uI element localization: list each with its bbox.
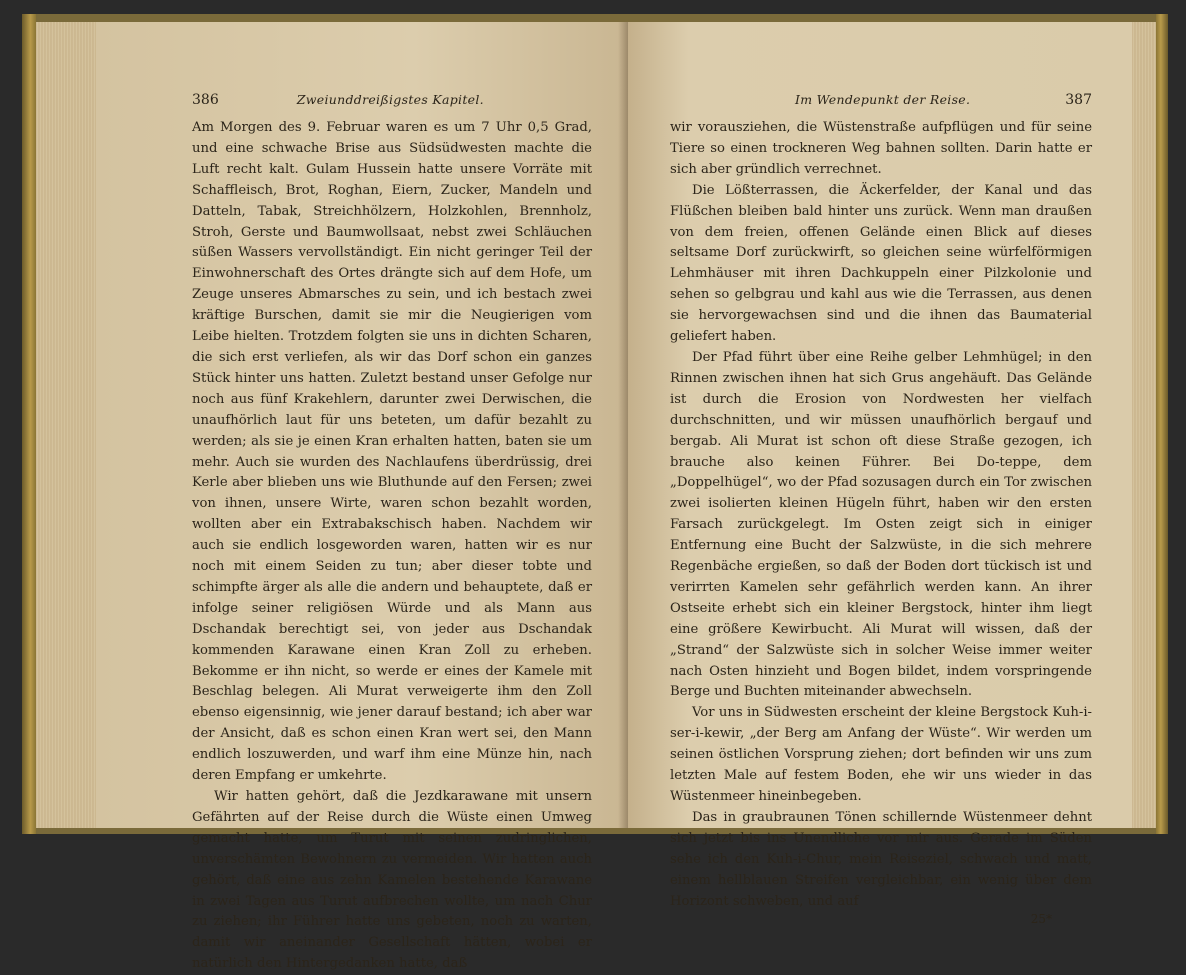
paragraph: Wir hatten gehört, daß die Jezdkarawane mit unsern Gefährten auf der Reise durch die Wüste einen Umweg gemacht hatte, um Turut mit seinen zudringlichen, unverschämten Bewohnern zu vermeiden. Wir hatten auch gehört, daß eine aus zehn Kamelen bestehende Karawane in zwei Tagen aus Turut aufbrechen wollte, um nach Chur zu ziehen; ihr Führer hatte uns gebeten, noch zu warten, damit wir aneinander Gesellschaft hätten, wobei er natürlich den Hintergedanken hatte, daß (192, 789, 592, 972)
book-cover-left-edge (22, 14, 36, 834)
left-page-header (192, 92, 592, 112)
left-page (96, 22, 628, 972)
open-book (22, 14, 1168, 972)
page-stack-right (1132, 22, 1156, 828)
paragraph: Vor uns in Südwesten erscheint der kleine Bergstock Kuh-i-ser-i-kewir, „der Berg am Anfang der Wüste“. Wir werden um seinen östlichen Vorsprung ziehen; dort befinden wir uns zum letzten Male auf festem Boden, ehe wir uns wieder in das Wüstenmeer hineinbegeben. (670, 705, 1092, 804)
paragraph: Das in graubraunen Tönen schillernde Wüstenmeer dehnt sich jetzt bis ins Unendliche vor mir aus. Gerade im Süden sehe ich den Kuh-i-Chur, mein Reiseziel, schwach und matt, einem hellblauen Streifen vergleichbar, ein wenig über dem Horizont schweben, und auf (670, 809, 1092, 909)
page-number-right: 387 (1065, 92, 1092, 108)
running-title-right: Im Wendepunkt der Reise. (795, 92, 971, 107)
paragraph: Der Pfad führt über eine Reihe gelber Lehmhügel; in den Rinnen zwischen ihnen hat sich Grus angehäuft. Das Gelände ist durch die Erosion von Nordwesten her vielfach durchschnitten, und wir müssen unaufhörlich bergauf und bergab. Ali Murat ist schon oft diese Straße gezogen, ich brauche also keinen Führer. Bei Do-teppe, dem „Doppelhügel“, wo der Pfad sozusagen durch ein Tor zwischen zwei isolierten kleinen Hügeln führt, haben wir den ersten Farsach zurückgelegt. Im Osten zeigt sich in einiger Entfernung eine Bucht der Salzwüste, in die sich mehrere Regenbäche ergießen, so daß der Boden dort tückisch ist und verirrten Kamelen sehr gefährlich werden kann. An ihrer Ostseite erhebt sich ein kleiner Bergstock, hinter ihm liegt eine größere Kewirbucht. Ali Murat will wissen, daß der „Strand“ der Salzwüste sich in solcher Weise immer weiter nach Osten hinzieht und Bogen bildet, indem vorspringende Berge und Buchten miteinander abwechseln. (670, 349, 1092, 700)
paragraph: Die Lößterrassen, die Äckerfelder, der Kanal und das Flüßchen bleiben bald hinter uns zurück. Wenn man draußen von dem freien, offenen Gelände einen Blick auf dieses seltsame Dorf zurückwirft, so gleichen seine würfelförmigen Lehmhäuser mit ihren Dachkuppeln einer Pilzkolonie und sehen so gelbgrau und kahl aus wie die Terrassen, aus denen sie hervorgewachsen sind und die ihnen das Baumaterial geliefert haben. (670, 182, 1092, 345)
left-page-text (192, 118, 592, 975)
page-number-left: 386 (192, 92, 219, 108)
right-page-header (670, 92, 1092, 112)
right-page (628, 22, 1132, 927)
paragraph: wir vorausziehen, die Wüstenstraße aufpflügen und für seine Tiere so einen trockneren Weg bahnen sollten. Darin hatte er sich aber gründlich verrechnet. (670, 120, 1092, 177)
right-page-text (670, 118, 1092, 912)
page-stack-left (36, 22, 96, 828)
book-cover-right-edge (1156, 14, 1168, 834)
paragraph: Am Morgen des 9. Februar waren es um 7 Uhr 0,5 Grad, und eine schwache Brise aus Südsüdwesten machte die Luft recht kalt. Gulam Hussein hatte unsere Vorräte mit Schaffleisch, Brot, Roghan, Eiern, Zucker, Mandeln und Datteln, Tabak, Streichhölzern, Holzkohlen, Brennholz, Stroh, Gerste und Baumwollsaat, nebst zwei Schläuchen süßen Wassers vervollständigt. Ein nicht geringer Teil der Einwohnerschaft des Ortes drängte sich auf dem Hofe, um Zeuge unseres Abmarsches zu sein, und ich bestach zwei kräftige Burschen, damit sie mir die Neugierigen vom Leibe hielten. Trotzdem folgten sie uns in dichten Scharen, die sich erst verliefen, als wir das Dorf schon ein ganzes Stück hinter uns hatten. Zuletzt bestand unser Gefolge nur noch aus fünf Krakehlern, darunter zwei Derwischen, die unaufhörlich laut für uns beteten, um dafür bezahlt zu werden; als sie je einen Kran erhalten hatten, baten sie um mehr. Auch sie wurden des Nachlaufens überdrüssig, drei Kerle aber blieben uns wie Bluthunde auf den Fersen; zwei von ihnen, unsere Wirte, waren schon bezahlt worden, wollten aber ein Extrabakschisch haben. Nachdem wir auch sie endlich losgeworden waren, hatten wir es nur noch mit einem Seiden zu tun; aber dieser tobte und schimpfte ärger als alle die andern und behauptete, daß er infolge seiner religiösen Würde und als Mann aus Dschandak berechtigt sei, von jeder aus Dschandak kommenden Karawane einen Kran Zoll zu erheben. Bekomme er ihn nicht, so werde er eines der Kamele mit Beschlag belegen. Ali Murat verweigerte ihm den Zoll ebenso eigensinnig, wie jener darauf bestand; ich aber war der Ansicht, daß es schon einen Kran wert sei, den Mann endlich loszuwerden, und warf ihm eine Münze hin, nach deren Empfang er umkehrte. (192, 120, 592, 784)
running-title-left: Zweiunddreißigstes Kapitel. (296, 92, 484, 107)
printer-signature: 25* (1030, 912, 1052, 927)
